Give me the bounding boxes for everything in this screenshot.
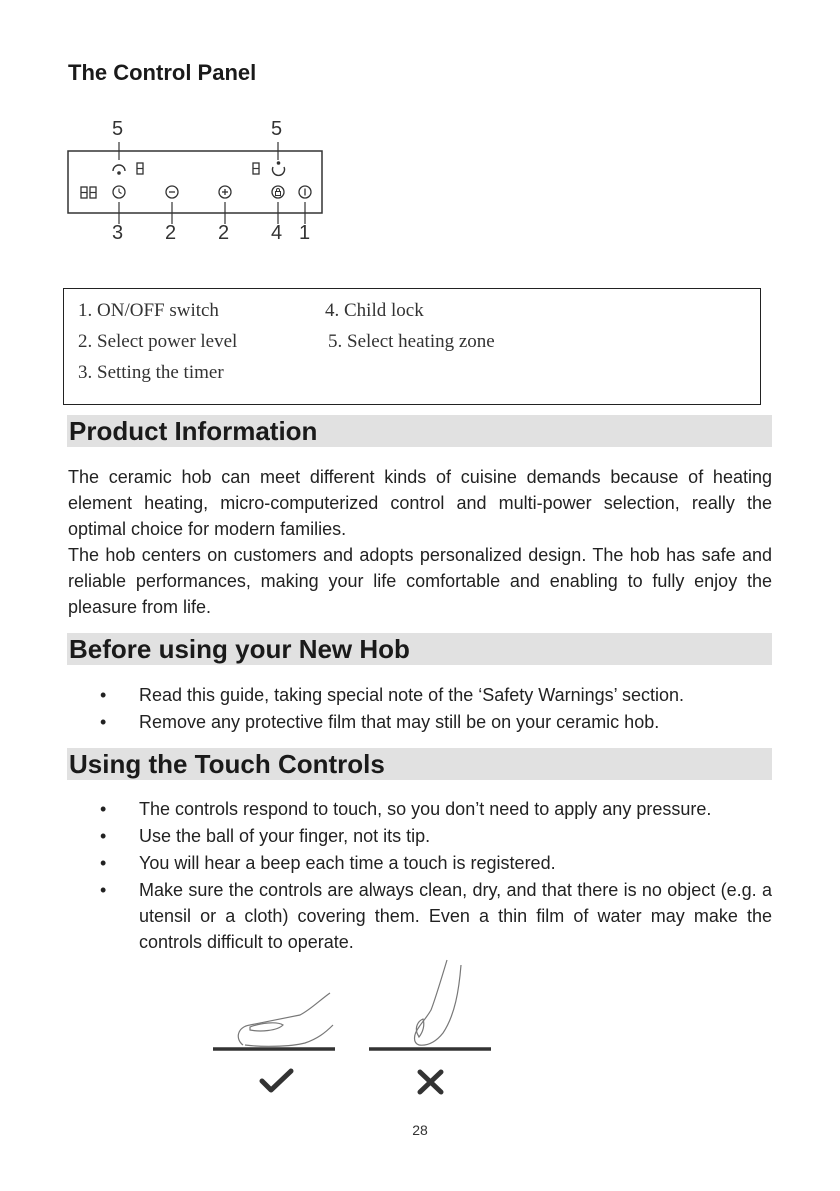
- list-item: • Read this guide, taking special note of the ‘Safety Warnings’ section.: [100, 682, 772, 708]
- callout-1: 1: [299, 222, 311, 244]
- list-item: • Use the ball of your finger, not its tip.: [100, 823, 772, 849]
- callout-5-left: 5: [112, 118, 124, 140]
- list-item: • Make sure the controls are always clean, dry, and that there is no object (e.g. a utensil or a cloth) covering them. Even a thin film of water may make the controls difficult to operate.: [100, 877, 772, 955]
- legend-item-power-level: 2. Select power level: [78, 331, 238, 352]
- list-item: • You will hear a beep each time a touch is registered.: [100, 850, 772, 876]
- section-heading-product-info: Product Information: [67, 415, 772, 447]
- product-info-text: [68, 464, 772, 620]
- list-item: • Remove any protective film that may still be on your ceramic hob.: [100, 709, 772, 735]
- cross-icon: [420, 1072, 441, 1092]
- finger-tip-drawing: [415, 960, 462, 1045]
- control-panel-diagram: [62, 118, 332, 248]
- bullet-icon: •: [100, 685, 107, 705]
- bullet-icon: •: [100, 712, 107, 732]
- finger-pad-drawing: [238, 993, 333, 1046]
- legend-item-timer: 3. Setting the timer: [78, 362, 224, 383]
- panel-drawing: [62, 118, 332, 248]
- legend-item-child-lock: 4. Child lock: [325, 300, 424, 321]
- bullet-icon: •: [100, 880, 107, 900]
- list-item: • The controls respond to touch, so you don’t need to apply any pressure.: [100, 796, 772, 822]
- before-using-list: [100, 682, 772, 736]
- section-heading-before-using: Before using your New Hob: [67, 633, 772, 665]
- section-heading-touch-controls: Using the Touch Controls: [67, 748, 772, 780]
- page-title: The Control Panel: [68, 60, 257, 85]
- bullet-icon: •: [100, 799, 107, 819]
- callout-4: 4: [271, 222, 283, 244]
- legend-item-on-off: 1. ON/OFF switch: [78, 300, 219, 321]
- bullet-icon: •: [100, 853, 107, 873]
- callout-2a: 2: [165, 222, 177, 244]
- paragraph: The hob centers on customers and adopts personalized design. The hob has safe and reliable performances, making your life comfortable and enabling to fully enjoy the pleasure from life.: [68, 545, 772, 617]
- paragraph: The ceramic hob can meet different kinds of cuisine demands because of heating element heating, micro-computerized control and multi-power selection, really the optimal choice for modern families.: [68, 467, 772, 539]
- legend-box: [63, 288, 761, 405]
- callout-3: 3: [112, 222, 124, 244]
- bullet-icon: •: [100, 826, 107, 846]
- callout-2b: 2: [218, 222, 230, 244]
- finger-touch-illustration: [205, 955, 505, 1105]
- legend-item-heating-zone: 5. Select heating zone: [328, 331, 495, 352]
- finger-drawing: [205, 955, 505, 1105]
- callout-5-right: 5: [271, 118, 283, 140]
- page-number: 28: [412, 1122, 428, 1138]
- touch-controls-list: [100, 796, 772, 956]
- check-icon: [262, 1071, 291, 1090]
